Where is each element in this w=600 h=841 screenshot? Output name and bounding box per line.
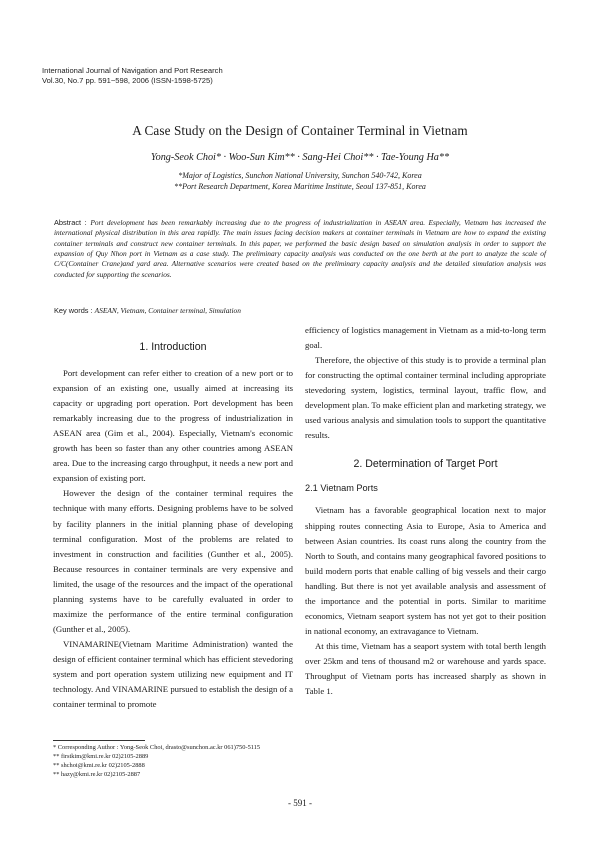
footnote-1: * Corresponding Author : Yong-Seok Choi, drasto@sunchon.ac.kr 061)750-5115 (53, 744, 261, 751)
footnote-4: ** hazy@kmi.re.kr 02)2105-2887 (53, 771, 141, 778)
sec21-paragraph-2: At this time, Vietnam has a seaport system with total berth length over 25km and tens of thousand m2 or warehouse and yards space. Throughput of Vietnam ports has increased sharply as shown in Table 1. (305, 640, 546, 697)
keywords (54, 306, 241, 315)
affiliation-1: *Major of Logistics, Sunchon National University, Sunchon 540-742, Korea (178, 171, 422, 180)
journal-header (42, 66, 223, 86)
keywords-label: Key words : (54, 306, 95, 315)
footnote-rule (53, 740, 145, 741)
sec21-paragraph-1: Vietnam has a favorable geographical location next to major shipping routes connecting Asia to Europe, Asia to America and between Asian countries. Its coast runs along the country from the North to South, and contains many geographical favored positions to build modern ports that enable calling of big vessels and their cargo handling. But there is not yet available analysis and assessment of the importance and the potential in ports. Similar to maritime economics, Vietnam seaport system has not yet got to their position in national economy, an extravagance to Vietnam. (305, 505, 546, 636)
footnote-3: ** shchoi@kmi.re.kr 02)2105-2888 (53, 762, 145, 769)
section-1-heading: 1. Introduction (139, 341, 207, 353)
right-paragraph-1: efficiency of logistics management in Vietnam as a mid-to-long term goal. (305, 325, 546, 351)
page-number: - 591 - (288, 798, 312, 808)
left-column (53, 340, 293, 712)
journal-volume: Vol.30, No.7 pp. 591~598, 2006 (ISSN-1598-5725) (42, 76, 213, 85)
abstract (54, 218, 546, 280)
intro-paragraph-3: VINAMARINE(Vietnam Maritime Administration) wanted the design of efficient container terminal which has efficient stevedoring system and port operation system utilizing new equipment and IT technology. And VINAMARINE pursued to establish the design of a container terminal to promote (53, 638, 293, 710)
right-column (305, 323, 546, 699)
right-paragraph-2: Therefore, the objective of this study is to provide a terminal plan for constructing the optimal container terminal including appropriate stevedoring system, logistics, terminal layout, traffic flow, and development plan. To make efficient plan and marketing strategy, we used various analysis and simulation tools to support the quantitative results. (305, 355, 546, 441)
journal-name: International Journal of Navigation and Port Research (42, 66, 223, 75)
footnote-2: ** firstkim@kmi.re.kr 02)2105-2889 (53, 753, 149, 760)
abstract-text: Port development has been remarkably increasing due to the progress of industrialization in ASEAN area. Especially, Vietnam has increased the international physical distribution in this area rapidly. The main issues facing decision makers at container terminals in Vietnam are how to expand the existing container terminals and construct new container terminals. In this paper, we performed the basic design based on simulation analysis in order to support the expansion of Quy Nhon port in Vietnam as a case study. The preliminary capacity analysis was conducted on the one berth at the port to analyze the scale of C/C(Container Crane)and yard area. Alternative scenarios were created based on the preliminary capacity analysis and the detailed simulation analysis was conducted for supporting the scenarios. (54, 218, 546, 279)
paper-title: A Case Study on the Design of Container Terminal in Vietnam (132, 123, 468, 138)
section-2-heading: 2. Determination of Target Port (353, 458, 498, 471)
section-2-1-heading: 2.1 Vietnam Ports (305, 483, 378, 494)
intro-paragraph-2: However the design of the container terminal requires the technique with many efforts. Designing problems have to be solved by facility planners in the initial planning phase of developing terminal configuration. Most of the problems are related to investment in construction and facilities (Gunther et al., 2005). Because resources in container terminals are very expensive and limited, the usage of the resources and the impact of the operational planning systems have to be carefully evaluated in order to maximize the performance of the entire terminal configuration (Gunther et al., 2005). (53, 488, 293, 634)
affiliation-2: **Port Research Department, Korea Maritime Institute, Seoul 137-851, Korea (174, 182, 426, 191)
intro-paragraph-1: Port development can refer either to creation of a new port or to expansion of an existing one, usually aimed at increasing its capacity or upgrading port operation. Port development has been remarkably increasing due to the progress of industrialization in ASEAN area (Gim et al., 2004). Especially, Vietnam's economic growth has been so faster than any other countries among ASEAN area. Due to the increasing cargo throughput, it needs a new port and expansion of existing port. (53, 368, 293, 484)
keywords-text: ASEAN, Vietnam, Container terminal, Simulation (94, 306, 241, 315)
abstract-label: Abstract : (54, 218, 91, 227)
author-list: Yong-Seok Choi* · Woo-Sun Kim** · Sang-Hei Choi** · Tae-Young Ha** (150, 152, 450, 163)
